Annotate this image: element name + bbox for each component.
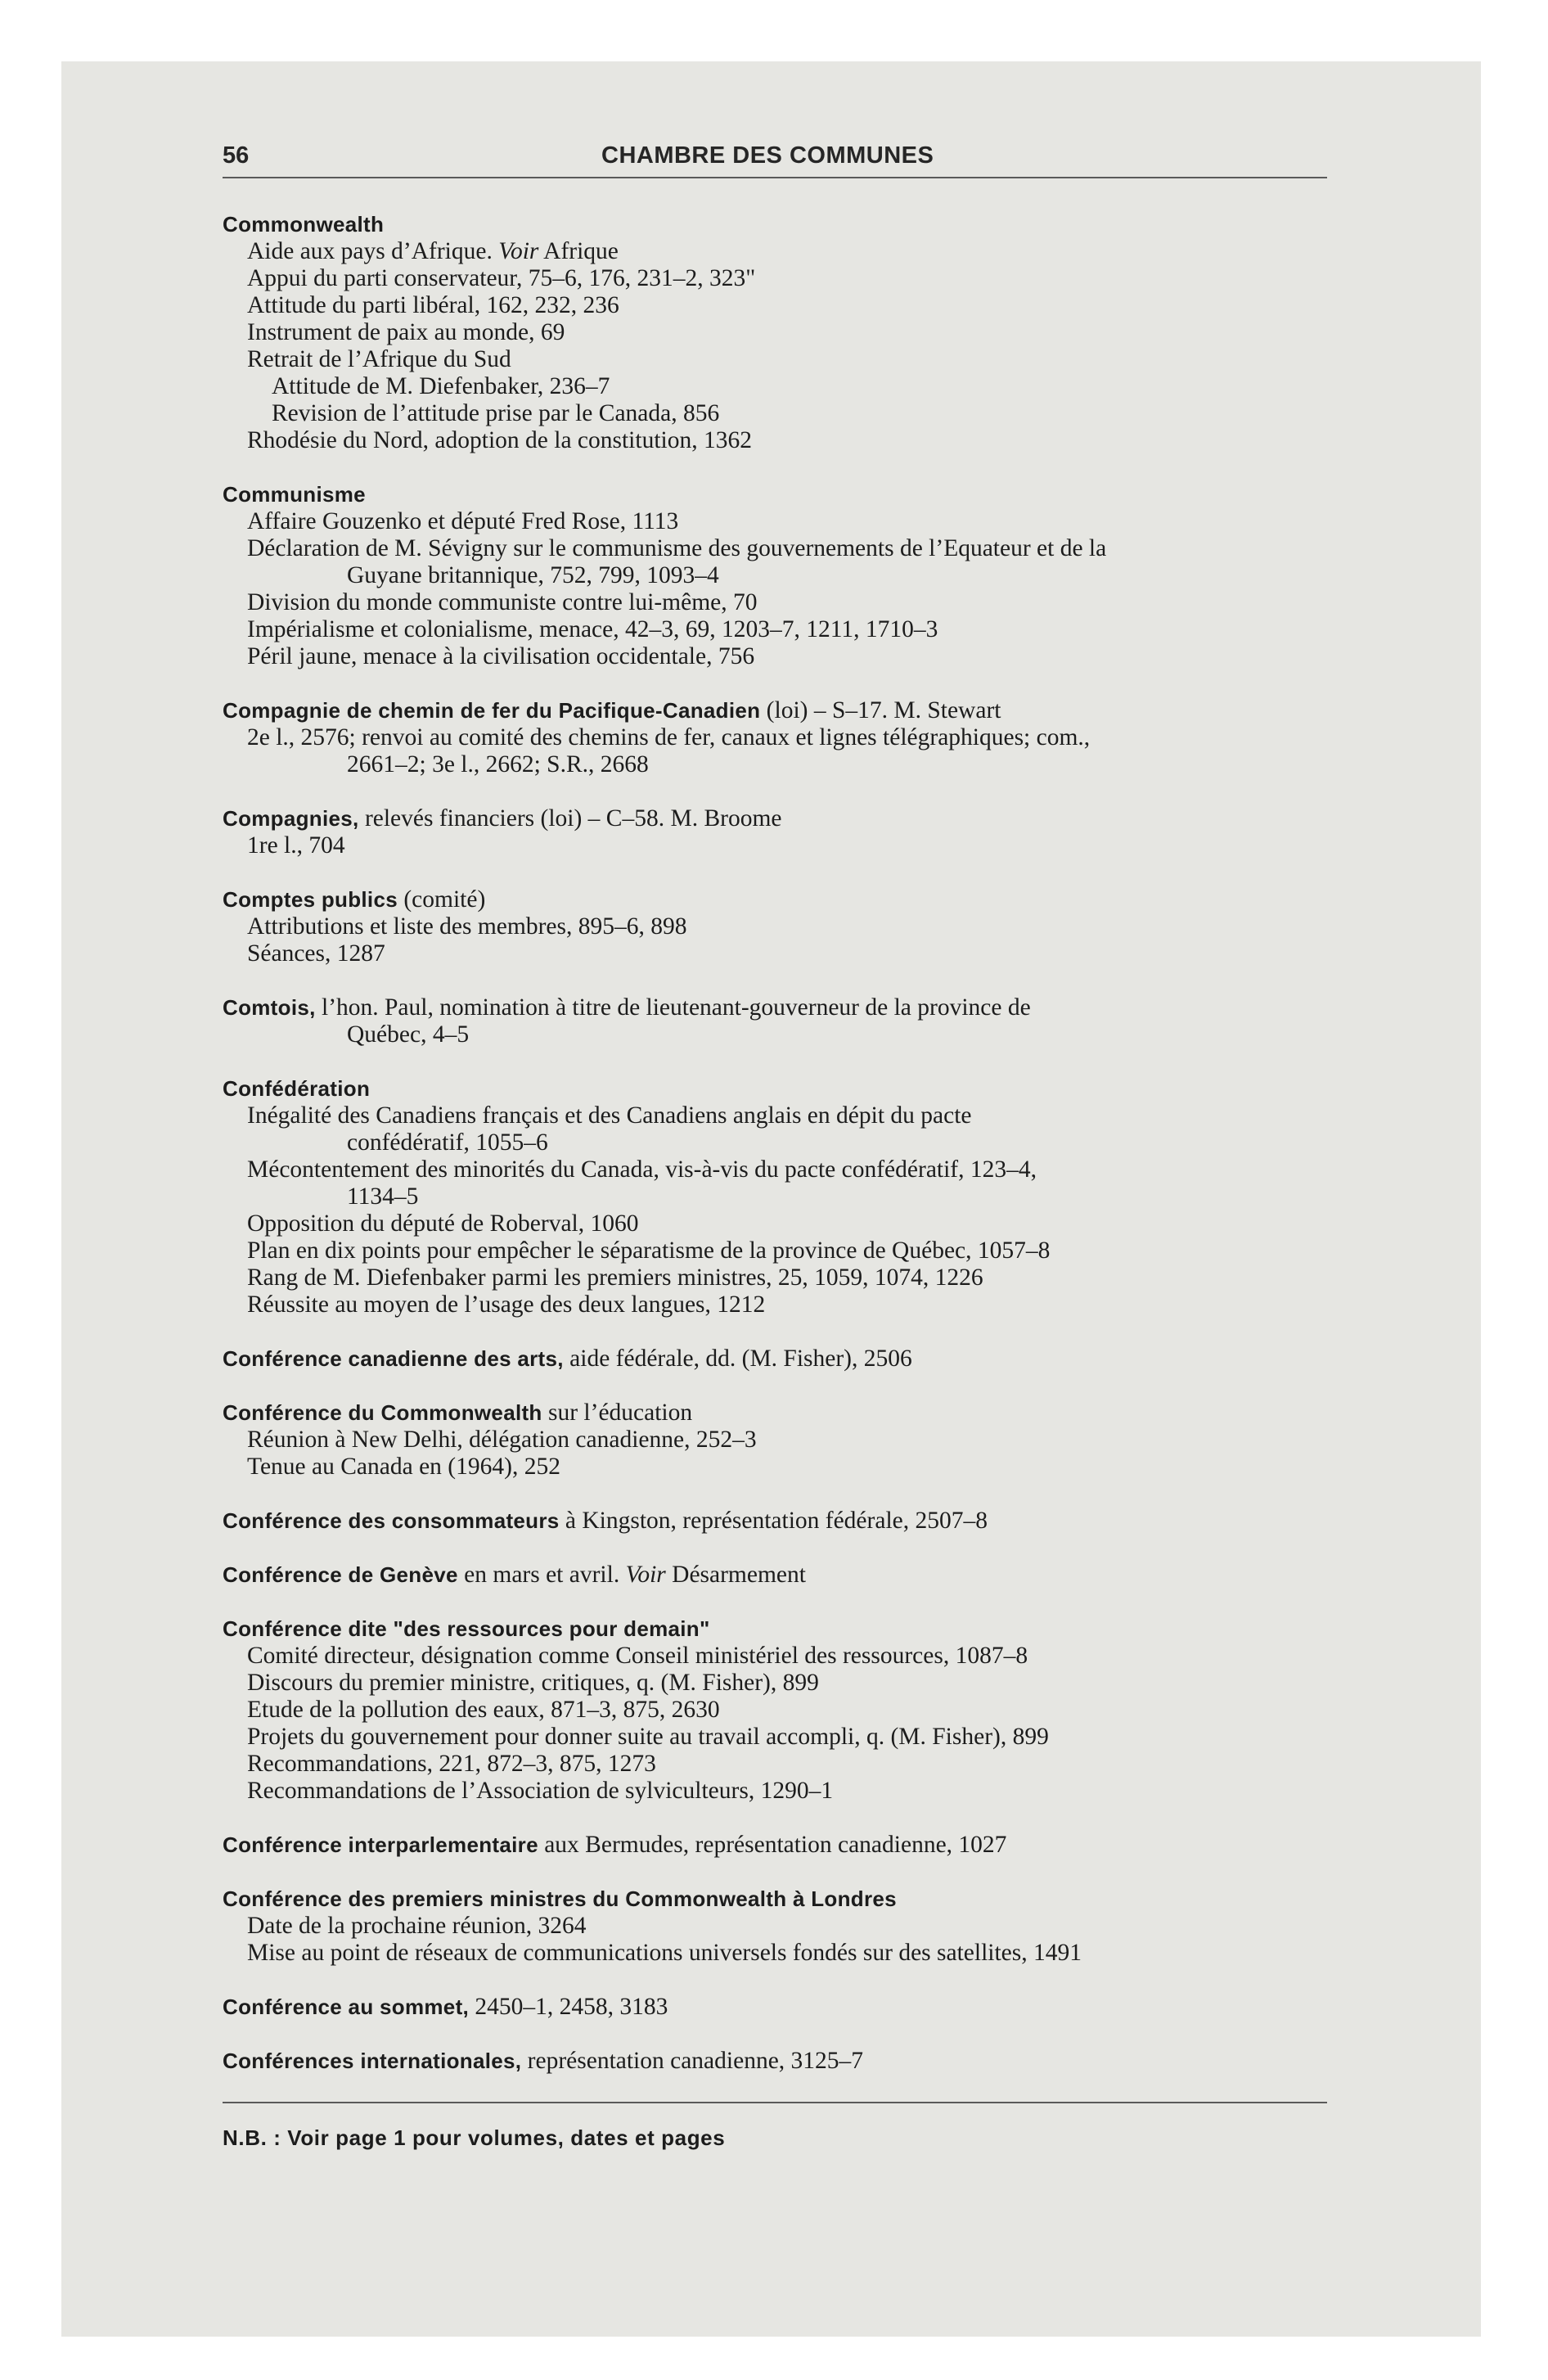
subentry: Impérialisme et colonialisme, menace, 42–3, 69, 1203–7, 1211, 1710–3 xyxy=(247,616,938,642)
sub-subentry: Revision de l’attitude prise par le Canada, 856 xyxy=(272,400,720,426)
footnote: N.B. : Voir page 1 pour volumes, dates et pages xyxy=(223,2125,726,2150)
page-header xyxy=(223,136,1327,177)
index-entry-comptes-publics xyxy=(223,886,1327,967)
header-rule xyxy=(223,177,1327,178)
subentry: Attributions et liste des membres, 895–6, 898 xyxy=(247,913,687,940)
subentry-continuation: Guyane britannique, 752, 799, 1093–4 xyxy=(347,562,719,588)
entry-heading: Conférence du Commonwealth xyxy=(223,1400,542,1425)
entry-heading-detail: (loi) – S–17. M. Stewart xyxy=(760,697,1001,723)
subentry: Instrument de paix au monde, 69 xyxy=(247,319,565,345)
subentry: 2e l., 2576; renvoi au comité des chemins de fer, canaux et lignes télégraphiques; com., xyxy=(247,724,1091,751)
index-entry-communisme xyxy=(223,481,1327,670)
index-entry-pacifique-canadien xyxy=(223,697,1327,778)
subentry: Retrait de l’Afrique du Sud xyxy=(247,346,511,372)
entry-heading: Compagnie de chemin de fer du Pacifique-Canadien xyxy=(223,698,761,723)
entry-heading: Compagnies, xyxy=(223,806,359,831)
cross-reference-target: Désarmement xyxy=(665,1562,806,1588)
subentry: Comité directeur, désignation comme Conseil ministériel des ressources, 1087–8 xyxy=(247,1643,1028,1669)
subentry: Plan en dix points pour empêcher le séparatisme de la province de Québec, 1057–8 xyxy=(247,1237,1051,1264)
subentry: Tenue au Canada en (1964), 252 xyxy=(247,1454,560,1480)
index-entry-commonwealth xyxy=(223,211,1327,454)
subentry: Déclaration de M. Sévigny sur le communisme des gouvernements de l’Equateur et de la xyxy=(247,535,1107,561)
subentry: Séances, 1287 xyxy=(247,940,385,967)
page-number: 56 xyxy=(223,142,250,169)
index-entry-comtois xyxy=(223,994,1327,1048)
subentry: Recommandations, 221, 872–3, 875, 1273 xyxy=(247,1751,656,1777)
subentry: Recommandations de l’Association de sylviculteurs, 1290–1 xyxy=(247,1778,834,1804)
subentry: Mise au point de réseaux de communications universels fondés sur des satellites, 1491 xyxy=(247,1940,1082,1966)
entry-heading: Communisme xyxy=(223,482,366,507)
entry-heading: Commonwealth xyxy=(223,212,385,237)
entry-heading: Conférence des premiers ministres du Commonwealth à Londres xyxy=(223,1886,897,1911)
entry-heading-detail: aux Bermudes, représentation canadienne, 1027 xyxy=(538,1832,1007,1858)
entry-heading-detail: en mars et avril. xyxy=(457,1562,626,1588)
entry-heading-detail: relevés financiers (loi) – C–58. M. Broome xyxy=(358,805,782,832)
footer-rule xyxy=(223,2102,1327,2103)
subentry: Inégalité des Canadiens français et des Canadiens anglais en dépit du pacte xyxy=(247,1102,972,1129)
subentry: Date de la prochaine réunion, 3264 xyxy=(247,1913,587,1939)
index-entry-confederation xyxy=(223,1075,1327,1318)
subentry-continuation: 1134–5 xyxy=(347,1183,419,1210)
entry-heading-detail: sur l’éducation xyxy=(542,1400,693,1426)
page-title: CHAMBRE DES COMMUNES xyxy=(601,142,934,169)
entry-heading-detail: aide fédérale, dd. (M. Fisher), 2506 xyxy=(563,1346,912,1372)
subentry: Réunion à New Delhi, délégation canadienne, 252–3 xyxy=(247,1427,757,1453)
subentry: Attitude du parti libéral, 162, 232, 236 xyxy=(247,292,619,318)
entry-heading: Conférence de Genève xyxy=(223,1562,458,1587)
subentry: Affaire Gouzenko et député Fred Rose, 1113 xyxy=(247,508,679,534)
entry-heading: Conférence dite "des ressources pour demain" xyxy=(223,1616,710,1641)
index-entry-conference-consommateurs xyxy=(223,1508,1327,1535)
subentry: Division du monde communiste contre lui-même, 70 xyxy=(247,589,758,615)
subentry: Rang de M. Diefenbaker parmi les premiers ministres, 25, 1059, 1074, 1226 xyxy=(247,1264,983,1291)
subentry: Mécontentement des minorités du Canada, vis-à-vis du pacte confédératif, 123–4, xyxy=(247,1156,1037,1183)
index-entry-conference-interparlementaire xyxy=(223,1832,1327,1859)
entry-heading-detail: représentation canadienne, 3125–7 xyxy=(521,2048,864,2074)
entry-heading-detail: 2450–1, 2458, 3183 xyxy=(469,1994,668,2020)
index-page xyxy=(223,136,1327,2152)
index-entries xyxy=(223,211,1327,2075)
voir-reference: Voir xyxy=(498,238,539,264)
subentry: Opposition du député de Roberval, 1060 xyxy=(247,1210,639,1237)
subentry: 1re l., 704 xyxy=(247,832,345,859)
index-entry-conference-arts xyxy=(223,1346,1327,1373)
voir-reference: Voir xyxy=(625,1562,666,1588)
subentry: Etude de la pollution des eaux, 871–3, 875, 2630 xyxy=(247,1697,720,1723)
subentry: Appui du parti conservateur, 75–6, 176, 231–2, 323" xyxy=(247,265,756,291)
subentry: Rhodésie du Nord, adoption de la constitution, 1362 xyxy=(247,427,752,453)
index-entry-conference-geneve xyxy=(223,1562,1327,1589)
entry-heading: Conférence interparlementaire xyxy=(223,1832,538,1857)
entry-heading-detail: l’hon. Paul, nomination à titre de lieutenant-gouverneur de la province de xyxy=(315,994,1031,1021)
entry-heading: Comtois, xyxy=(223,995,316,1020)
subentry: Réussite au moyen de l’usage des deux langues, 1212 xyxy=(247,1291,766,1318)
entry-heading-detail: (comité) xyxy=(397,886,486,913)
index-entry-conference-ressources xyxy=(223,1616,1327,1805)
entry-heading: Conférences internationales, xyxy=(223,2049,522,2073)
index-entry-conference-sommet xyxy=(223,1994,1327,2021)
entry-heading: Conférence au sommet, xyxy=(223,1995,470,2019)
subentry-continuation: Québec, 4–5 xyxy=(347,1021,470,1048)
entry-heading-detail: à Kingston, représentation fédérale, 2507–8 xyxy=(559,1508,988,1534)
entry-heading: Comptes publics xyxy=(223,887,398,912)
subentry-continuation: 2661–2; 3e l., 2662; S.R., 2668 xyxy=(347,751,649,778)
entry-heading: Conférence canadienne des arts, xyxy=(223,1346,564,1371)
entry-heading: Conférence des consommateurs xyxy=(223,1508,560,1533)
subentry-continuation: confédératif, 1055–6 xyxy=(347,1129,548,1156)
index-entry-conference-premiers-ministres xyxy=(223,1886,1327,1967)
index-entry-conferences-internationales xyxy=(223,2048,1327,2075)
subentry: Péril jaune, menace à la civilisation occidentale, 756 xyxy=(247,643,755,669)
subentry: Projets du gouvernement pour donner suite au travail accompli, q. (M. Fisher), 899 xyxy=(247,1724,1049,1750)
subentry: Discours du premier ministre, critiques, q. (M. Fisher), 899 xyxy=(247,1670,819,1696)
entry-heading: Confédération xyxy=(223,1076,371,1101)
sub-subentry: Attitude de M. Diefenbaker, 236–7 xyxy=(272,373,610,399)
index-entry-compagnies xyxy=(223,805,1327,859)
index-entry-conference-commonwealth xyxy=(223,1400,1327,1481)
subentry: Aide aux pays d’Afrique. Voir Afrique xyxy=(247,238,619,264)
